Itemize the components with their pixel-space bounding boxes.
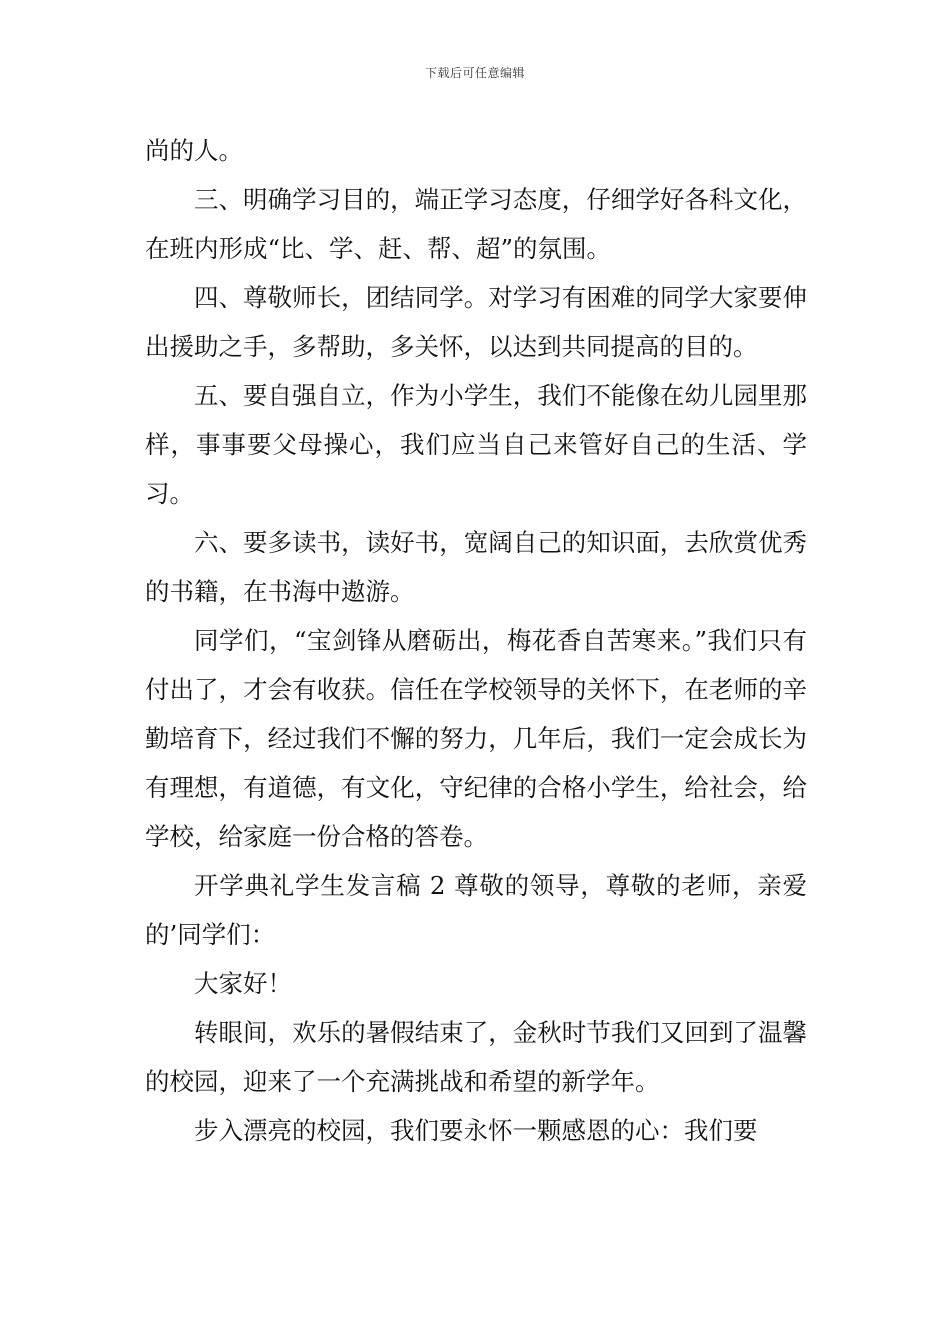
paragraph: 六、要多读书，读好书，宽阔自己的知识面，去欣赏优秀的书籍，在书海中遨游。	[145, 528, 807, 606]
paragraph: 大家好！	[194, 969, 292, 998]
paragraph: 尚的人。	[145, 136, 243, 165]
paragraph: 五、要自强自立，作为小学生，我们不能像在幼儿园里那样，事事要父母操心，我们应当自己来管好自己的生活、学习。	[145, 381, 807, 508]
paragraph: 转眼间，欢乐的暑假结束了，金秋时节我们又回到了温馨的校园，迎来了一个充满挑战和希望的新学年。	[145, 1018, 807, 1096]
paragraph: 三、明确学习目的，端正学习态度，仔细学好各科文化，在班内形成“比、学、赶、帮、超”的氛围。	[145, 185, 807, 263]
paragraph: 步入漂亮的校园，我们要永怀一颗感恩的心：我们要	[194, 1116, 758, 1145]
page-header-note: 下载后可任意编辑	[424, 66, 525, 80]
paragraph: 开学典礼学生发言稿 2 尊敬的领导，尊敬的老师，亲爱的’同学们：	[145, 871, 807, 949]
document-body	[145, 126, 807, 1155]
paragraph: 四、尊敬师长，团结同学。对学习有困难的同学大家要伸出援助之手，多帮助，多关怀，以达到共同提高的目的。	[145, 283, 807, 361]
paragraph: 同学们，“宝剑锋从磨砺出，梅花香自苦寒来。”我们只有付出了，才会有收获。信任在学校领导的关怀下，在老师的辛勤培育下，经过我们不懈的努力，几年后，我们一定会成长为有理想，有道德，有文化，守纪律的合格小学生，给社会，给学校，给家庭一份合格的答卷。	[145, 626, 807, 851]
